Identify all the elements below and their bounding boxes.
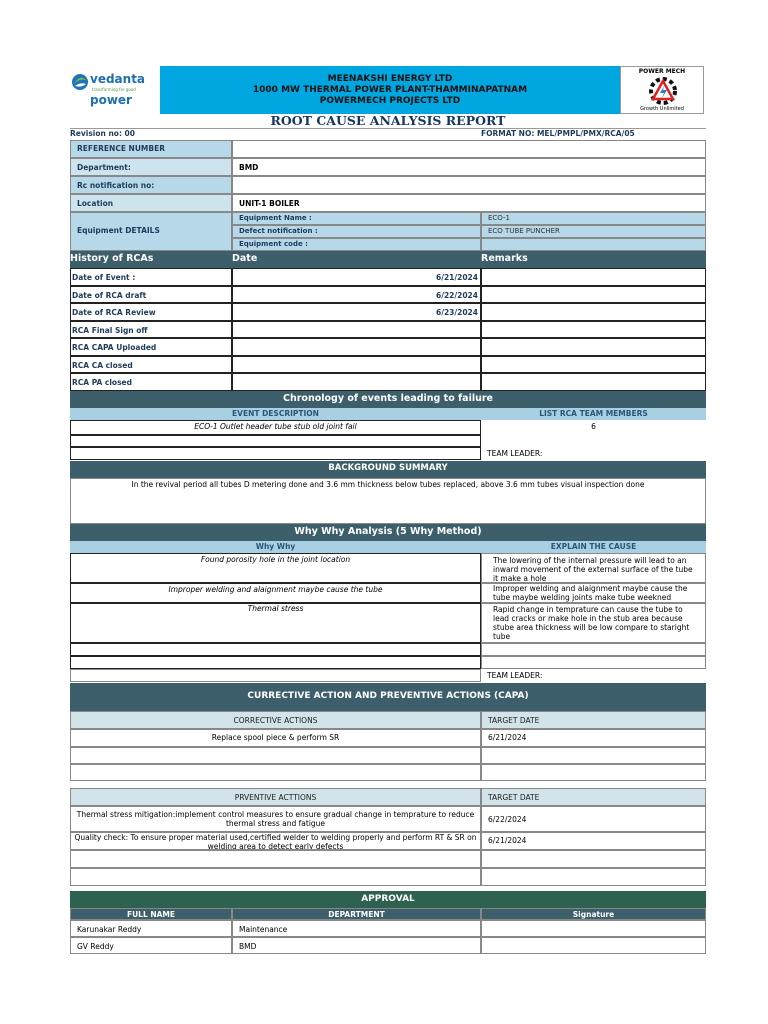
pa-target-date-header: TARGET DATE — [481, 788, 706, 806]
chronology-header: Chronology of events leading to failure — [70, 391, 706, 408]
equipment-code-value[interactable] — [481, 238, 706, 251]
history-row-label: RCA PA closed — [70, 373, 232, 391]
history-row-label: Date of Event : — [70, 268, 232, 286]
history-row-label: RCA Final Sign off — [70, 321, 232, 338]
approver-signature[interactable] — [481, 920, 706, 937]
equipment-name-value[interactable]: ECO-1 — [481, 212, 706, 225]
approval-col-department: DEPARTMENT — [232, 908, 481, 920]
rc-notification-label: Rc notification no: — [70, 176, 232, 194]
event-description-2[interactable] — [70, 435, 481, 447]
powermech-logo-top: POWER MECH — [638, 68, 686, 75]
company-name: MEENAKSHI ENERGY LTD — [327, 74, 453, 84]
vedanta-logo — [68, 66, 160, 114]
why-item-empty[interactable] — [70, 643, 481, 656]
history-row-date[interactable] — [232, 356, 481, 373]
powermech-logo-bottom: Growth Unlimited — [640, 106, 684, 112]
history-row-remarks[interactable] — [481, 303, 706, 321]
history-row-label: Date of RCA draft — [70, 286, 232, 303]
history-row-remarks[interactable] — [481, 356, 706, 373]
why-why-header: Why Why Analysis (5 Why Method) — [70, 524, 706, 541]
team-member-count[interactable]: 6 — [591, 422, 596, 431]
vedanta-drop-icon — [70, 72, 90, 92]
preventive-action-row[interactable]: Quality check: To ensure proper material used,certified welder to welding properly and perform RT & SR on welding area to detect early defects — [70, 832, 481, 850]
history-row-label: RCA CAPA Uploaded — [70, 338, 232, 356]
event-description-1[interactable]: ECO-1 Outlet header tube stub old joint fail — [70, 420, 481, 435]
background-summary-text[interactable]: In the revival period all tubes D metering done and 3.6 mm thickness below tubes replaced, above 3.6 mm tubes visual inspection done — [70, 478, 706, 524]
preventive-action-row[interactable]: Thermal stress mitigation:implement control measures to ensure gradual change in temprature to reduce thermal stress and fatigue — [70, 806, 481, 832]
department-label: Department: — [70, 158, 232, 176]
corrective-action-date[interactable]: 6/21/2024 — [481, 729, 706, 747]
history-col-date: Date — [232, 253, 258, 264]
header-banner — [160, 66, 620, 114]
event-description-header: EVENT DESCRIPTION — [70, 408, 481, 420]
approver-name: GV Reddy — [70, 937, 232, 954]
history-col-label: History of RCAs — [70, 253, 154, 264]
cause-col-header: EXPLAIN THE CAUSE — [481, 541, 706, 553]
corrective-actions-header: CORRECTIVE ACTIONS — [70, 711, 481, 729]
preventive-action-row-empty[interactable] — [70, 850, 481, 868]
cause-item-empty[interactable] — [481, 643, 706, 656]
history-row-date[interactable]: 6/23/2024 — [232, 303, 481, 321]
location-value[interactable]: UNIT-1 BOILER — [232, 194, 706, 212]
why-item[interactable]: Found porosity hole in the joint location — [70, 553, 481, 583]
cause-item-empty[interactable] — [481, 656, 706, 669]
vedanta-wordmark: vedanta — [90, 72, 146, 86]
defect-notification-value[interactable]: ECO TUBE PUNCHER — [481, 225, 706, 238]
approver-name: Karunakar Reddy — [70, 920, 232, 937]
format-number: FORMAT NO: MEL/PMPL/PMX/RCA/05 — [481, 129, 635, 138]
history-row-date[interactable] — [232, 321, 481, 338]
report-title: ROOT CAUSE ANALYSIS REPORT — [270, 113, 506, 128]
revision-number: Revision no: 00 — [70, 129, 135, 138]
why-col-header: Why Why — [70, 541, 481, 553]
preventive-action-date[interactable]: 6/22/2024 — [481, 806, 706, 832]
equipment-code-label: Equipment code : — [232, 238, 481, 251]
cause-item[interactable]: Improper welding and alaignment maybe cause the tube maybe welding joints make tube weekned — [481, 583, 706, 603]
defect-notification-label: Defect notification : — [232, 225, 481, 238]
why-item-empty[interactable] — [70, 656, 481, 669]
history-row-date[interactable]: 6/22/2024 — [232, 286, 481, 303]
powermech-gear-icon — [647, 75, 679, 107]
approval-col-name: FULL NAME — [70, 908, 232, 920]
preventive-action-date-empty[interactable] — [481, 868, 706, 886]
history-row-date[interactable]: 6/21/2024 — [232, 268, 481, 286]
history-row-label: Date of RCA Review — [70, 303, 232, 321]
corrective-action-row-empty[interactable] — [70, 747, 481, 764]
history-row-remarks[interactable] — [481, 268, 706, 286]
reference-number-value[interactable] — [232, 140, 706, 158]
powermech-logo — [620, 66, 704, 114]
corrective-action-row-empty[interactable] — [70, 764, 481, 781]
approver-signature[interactable] — [481, 937, 706, 954]
vedanta-tagline: transforming for good — [92, 87, 136, 92]
history-row-label: RCA CA closed — [70, 356, 232, 373]
capa-header: CURRECTIVE ACTION AND PREVENTIVE ACTIONS (CAPA) — [70, 683, 706, 711]
history-header-row — [70, 251, 706, 268]
preventive-actions-header: PRVENTIVE ACTTIONS — [70, 788, 481, 806]
history-row-remarks[interactable] — [481, 321, 706, 338]
preventive-action-date[interactable]: 6/21/2024 — [481, 832, 706, 850]
team-members-header: LIST RCA TEAM MEMBERS — [481, 408, 706, 420]
preventive-action-date-empty[interactable] — [481, 850, 706, 868]
background-summary-header: BACKGROUND SUMMARY — [70, 461, 706, 478]
contractor-name: POWERMECH PROJECTS LTD — [319, 96, 461, 106]
history-col-remarks: Remarks — [481, 253, 528, 264]
department-value[interactable]: BMD — [232, 158, 706, 176]
why-item[interactable]: Thermal stress — [70, 603, 481, 643]
corrective-action-date-empty[interactable] — [481, 747, 706, 764]
cause-item[interactable]: Rapid change in temprature can cause the tube to lead cracks or make hole in the stub area because stube area thickness will be low compare to staright tube — [481, 603, 706, 643]
why-item[interactable]: Improper welding and alaignment maybe cause the tube — [70, 583, 481, 603]
history-row-remarks[interactable] — [481, 373, 706, 391]
plant-name: 1000 MW THERMAL POWER PLANT-THAMMINAPATNAM — [252, 85, 528, 95]
approver-department: BMD — [232, 937, 481, 954]
vedanta-power: power — [90, 93, 132, 107]
approval-col-signature: Signature — [481, 908, 706, 920]
why-item-empty[interactable] — [70, 669, 481, 682]
corrective-action-row[interactable]: Replace spool piece & perform SR — [70, 729, 481, 747]
location-label: Location — [70, 194, 232, 212]
history-row-remarks[interactable] — [481, 338, 706, 356]
equipment-details-label: Equipment DETAILS — [70, 212, 232, 251]
event-description-3[interactable] — [70, 447, 481, 460]
approval-header: APPROVAL — [70, 891, 706, 908]
ca-target-date-header: TARGET DATE — [481, 711, 706, 729]
reference-number-label: REFERENCE NUMBER — [70, 140, 232, 158]
history-row-remarks[interactable] — [481, 286, 706, 303]
team-leader-label: TEAM LEADER: — [487, 449, 543, 458]
history-row-date[interactable] — [232, 338, 481, 356]
approver-department: Maintenance — [232, 920, 481, 937]
preventive-action-row-empty[interactable] — [70, 868, 481, 886]
why-team-leader-label: TEAM LEADER: — [487, 671, 543, 680]
corrective-action-date-empty[interactable] — [481, 764, 706, 781]
rc-notification-value[interactable] — [232, 176, 706, 194]
history-row-date[interactable] — [232, 373, 481, 391]
cause-item[interactable]: The lowering of the internal pressure will lead to an inward movement of the external surface of the tube it make a hole — [481, 553, 706, 583]
equipment-name-label: Equipment Name : — [232, 212, 481, 225]
